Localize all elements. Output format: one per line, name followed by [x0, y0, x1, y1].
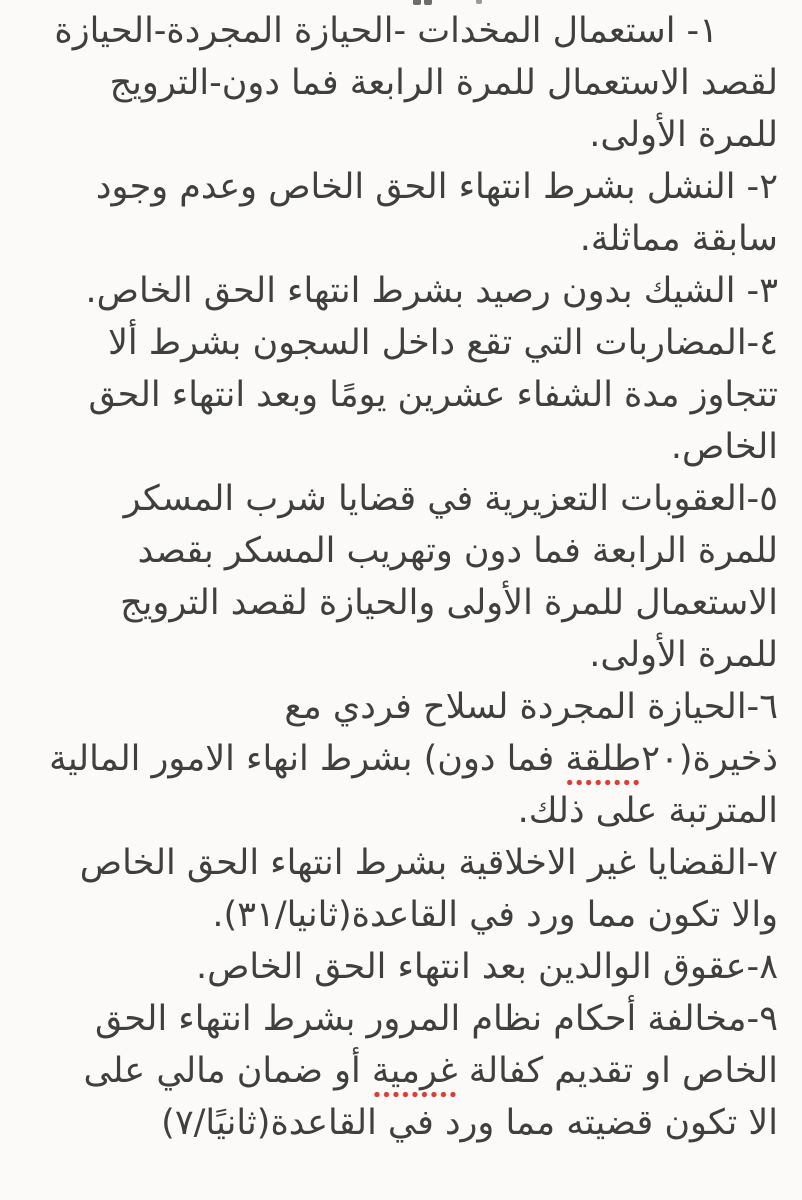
text-line-20: ٩-مخالفة أحكام نظام المرور بشرط انتهاء الحق — [95, 999, 778, 1039]
text-line-18: والا تكون مما ورد في القاعدة(ثانيا/٣١). — [212, 895, 778, 935]
text-line-3: للمرة الأولى. — [589, 115, 778, 155]
text-segment: ذخيرة(٢٠ — [641, 739, 778, 779]
text-line-12: الاستعمال للمرة الأولى والحيازة لقصد الترويج — [120, 583, 778, 623]
text-segment: فما دون) بشرط انهاء الامور المالية — [49, 739, 566, 779]
text-segment: أو ضمان مالي على — [83, 1051, 372, 1091]
text-line-7: ٤-المضاربات التي تقع داخل السجون بشرط ألا — [107, 323, 778, 363]
text-line-9: الخاص. — [670, 427, 778, 467]
text-line-19: ٨-عقوق الوالدين بعد انتهاء الحق الخاص. — [195, 947, 778, 987]
text-segment: الخاص او تقديم كفالة — [457, 1051, 778, 1091]
text-line-15 — [20, 733, 778, 785]
text-line-21 — [20, 1045, 778, 1097]
text-line-17: ٧-القضايا غير الاخلاقية بشرط انتهاء الحق الخاص — [79, 843, 778, 883]
text-line-14: ٦-الحيازة المجردة لسلاح فردي مع — [284, 687, 778, 727]
text-line-10: ٥-العقوبات التعزيرية في قضايا شرب المسكر — [123, 479, 778, 519]
misspelled-word: غرمية — [372, 1051, 458, 1098]
text-line-1: ١- استعمال المخدات -الحيازة المجردة-الحيازة — [54, 11, 718, 51]
text-line-16: المترتبة على ذلك. — [517, 791, 778, 831]
text-line-5: سابقة مماثلة. — [579, 219, 778, 259]
text-line-2: لقصد الاستعمال للمرة الرابعة فما دون-الترويج — [109, 63, 778, 103]
text-line-22: الا تكون قضيته مما ورد في القاعدة(ثانيًا/٧) — [161, 1103, 778, 1143]
text-line-6: ٣- الشيك بدون رصيد بشرط انتهاء الحق الخاص. — [85, 271, 778, 311]
text-line-4: ٢- النشل بشرط انتهاء الحق الخاص وعدم وجود — [95, 167, 778, 207]
text-line-8: تتجاوز مدة الشفاء عشرين يومًا وبعد انتهاء الحق — [88, 375, 778, 415]
misspelled-word: طلقة — [565, 739, 641, 786]
text-line-13: للمرة الأولى. — [589, 635, 778, 675]
text-line-11: للمرة الرابعة فما دون وتهريب المسكر بقصد — [137, 531, 778, 571]
